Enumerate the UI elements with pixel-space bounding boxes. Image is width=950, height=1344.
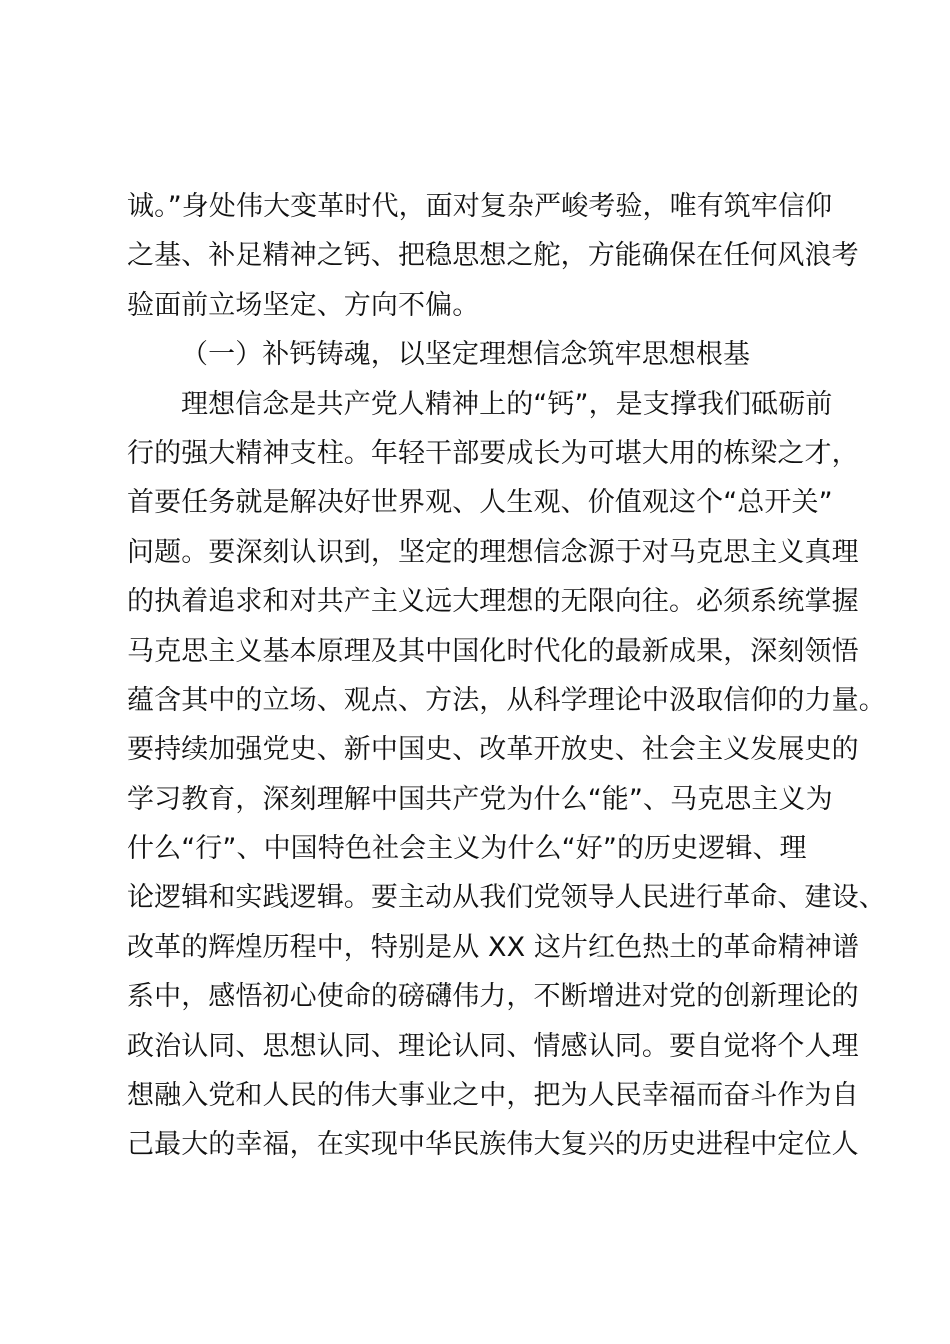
paragraph-line: 问题。要深刻认识到，坚定的理想信念源于对马克思主义真理 — [127, 536, 859, 568]
paragraph-line: 行的强大精神支柱。年轻干部要成长为可堪大用的栋梁之才， — [127, 437, 859, 469]
paragraph-line: 改革的辉煌历程中，特别是从 XX 这片红色热土的革命精神谱 — [127, 931, 860, 963]
document-body — [127, 182, 886, 1170]
paragraph-line: 首要任务就是解决好世界观、人生观、价值观这个“总开关” — [127, 487, 833, 519]
paragraph-line: 蕴含其中的立场、观点、方法，从科学理论中汲取信仰的力量。 — [127, 684, 886, 716]
paragraph-line: 论逻辑和实践逻辑。要主动从我们党领导人民进行革命、建设、 — [127, 882, 886, 914]
paragraph-line: 政治认同、思想认同、理论认同、情感认同。要自觉将个人理 — [127, 1030, 859, 1062]
paragraph-line: 诚。”身处伟大变革时代，面对复杂严峻考验，唯有筑牢信仰 — [127, 191, 833, 222]
paragraph-line: 理想信念是共产党人精神上的“钙”，是支撑我们砥砺前 — [181, 388, 833, 420]
paragraph-line: 的执着追求和对共产主义远大理想的无限向往。必须系统掌握 — [127, 586, 859, 618]
paragraph-line: 己最大的幸福，在实现中华民族伟大复兴的历史进程中定位人 — [127, 1129, 859, 1161]
paragraph-line: 验面前立场坚定、方向不偏。 — [127, 289, 480, 321]
paragraph-line: 什么“行”、中国特色社会主义为什么“好”的历史逻辑、理 — [127, 833, 807, 865]
paragraph-line: 之基、补足精神之钙、把稳思想之舵，方能确保在任何风浪考 — [127, 240, 859, 272]
paragraph-line: 要持续加强党史、新中国史、改革开放史、社会主义发展史的 — [127, 734, 859, 766]
section-heading: （一）补钙铸魂，以坚定理想信念筑牢思想根基 — [181, 339, 751, 371]
paragraph-line: 学习教育，深刻理解中国共产党为什么“能”、马克思主义为 — [127, 783, 833, 815]
paragraph-line: 马克思主义基本原理及其中国化时代化的最新成果，深刻领悟 — [127, 635, 859, 667]
paragraph-line: 想融入党和人民的伟大事业之中，把为人民幸福而奋斗作为自 — [127, 1080, 859, 1112]
paragraph-line: 系中，感悟初心使命的磅礴伟力，不断增进对党的创新理论的 — [127, 981, 859, 1013]
